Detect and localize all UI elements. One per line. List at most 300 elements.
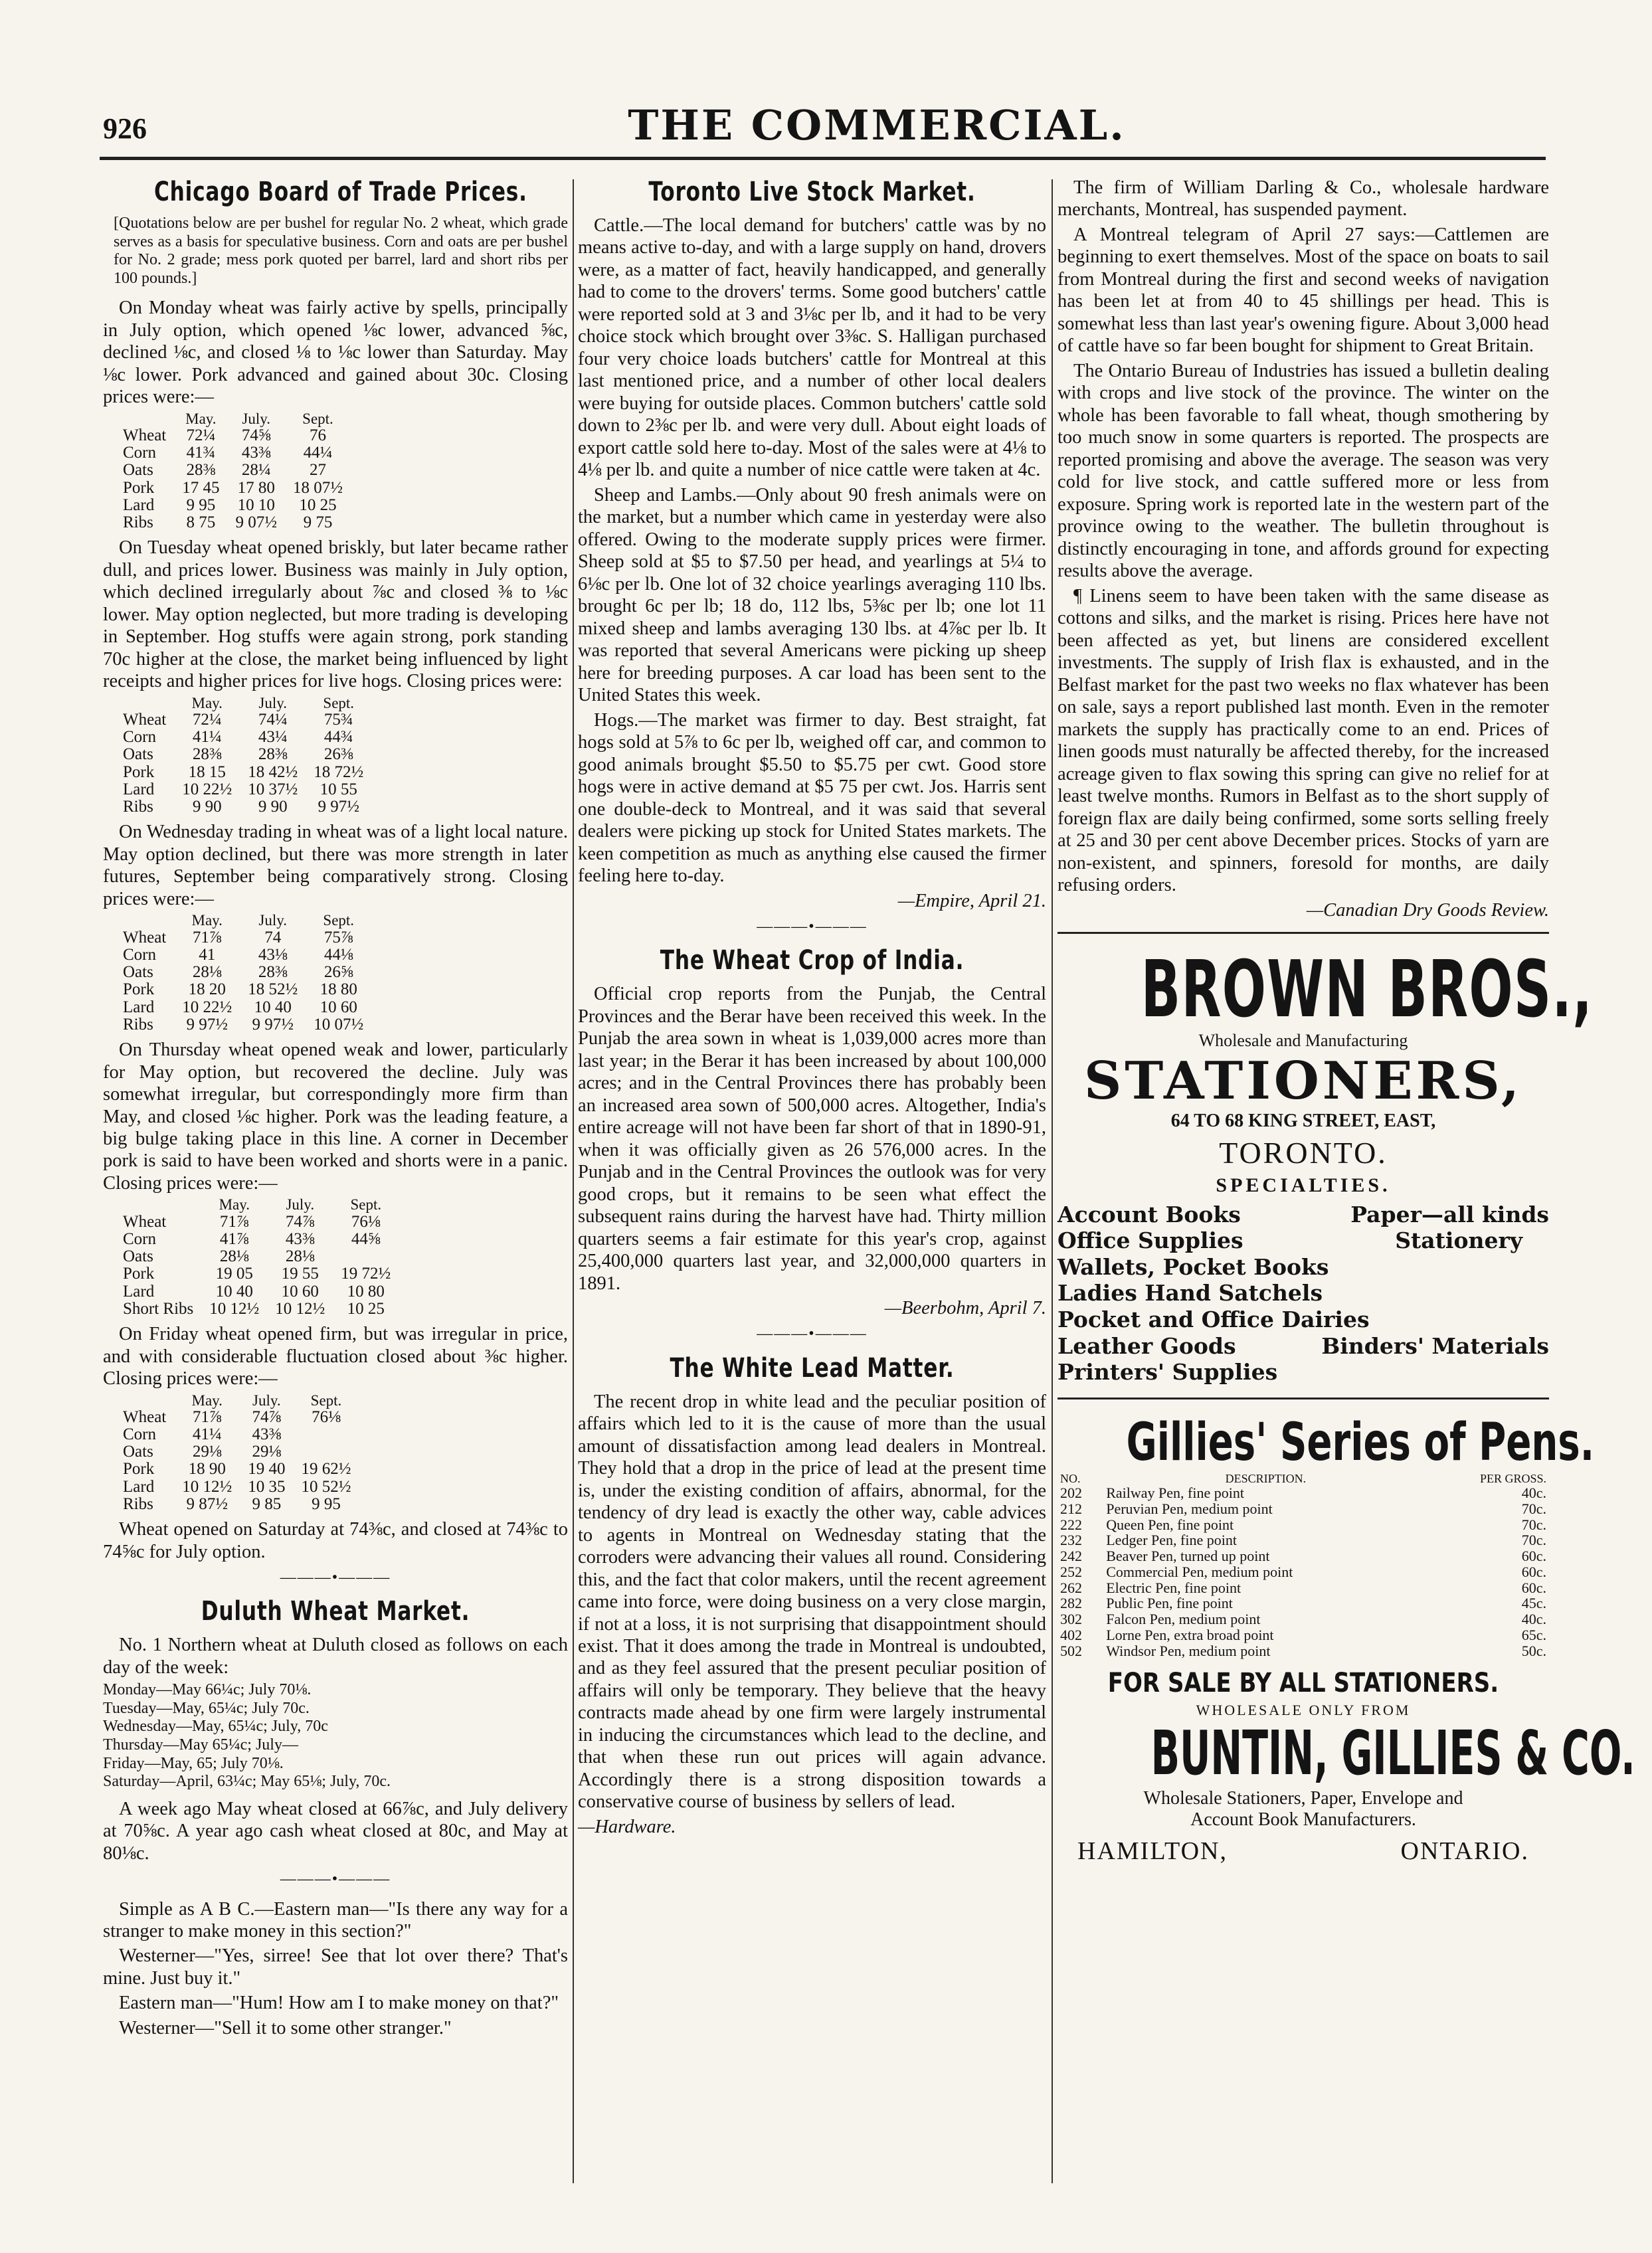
toronto-heading: Toronto Live Stock Market.: [648, 177, 976, 207]
pen-price: 70c.: [1521, 1516, 1546, 1533]
price-col-july: July.: [258, 694, 288, 711]
commodity-name: Oats: [123, 1247, 153, 1266]
price-cell: 71⅞: [219, 1212, 249, 1231]
specialty-item: Paper—all kinds: [1350, 1201, 1549, 1227]
commodity-name: Oats: [123, 461, 153, 480]
price-row: [123, 729, 371, 746]
chicago-monday: On Monday wheat was fairly active by spells, principally in July option, which opened ⅛c lower, advanced ⅝c, declined ⅛c, and closed ⅛ to ⅛c lower than Saturday. May ⅛c lower. Pork advanced and gained about 30c. Closing prices were:—: [103, 298, 568, 408]
commodity-name: Corn: [123, 444, 156, 462]
page-number: 926: [103, 112, 147, 145]
price-cell: 10 12½: [209, 1299, 260, 1318]
commodity-name: Corn: [123, 1229, 156, 1248]
price-col-july: July.: [286, 1196, 315, 1214]
pen-no: 212: [1060, 1500, 1082, 1517]
price-cell: [293, 1443, 359, 1461]
price-cell: 10 10: [237, 496, 275, 514]
price-cell: 9 97½: [318, 798, 359, 816]
pens-col-no: NO.: [1060, 1471, 1081, 1485]
price-cell: 43¼: [258, 728, 288, 747]
price-row: [123, 1016, 371, 1034]
pen-row: [1057, 1580, 1549, 1596]
duluth-days: [103, 1681, 568, 1791]
specialty-item: Pocket and Office Dairies: [1057, 1306, 1370, 1332]
commodity-name: Lard: [123, 1282, 155, 1301]
pen-no: 232: [1060, 1532, 1082, 1549]
montreal-telegram: A Montreal telegram of April 27 says:—Cattlemen are beginning to exert themselves. Most of the space on boats to sail from Montreal during the first and second weeks of navigation has been let at from 40 to 45 shillings per head. This is somewhat less than last year's owening figure. About 3,000 head of cattle have so far been bought for shipment to Great Britain.: [1057, 224, 1549, 357]
buntin-location: [1057, 1831, 1549, 1866]
commodity-name: Lard: [123, 496, 155, 514]
pen-row: [1057, 1611, 1549, 1627]
price-cell: 41⅞: [219, 1229, 249, 1248]
price-cell: 28⅛: [285, 1247, 315, 1266]
pen-description: Electric Pen, fine point: [1106, 1579, 1241, 1596]
price-row: [123, 781, 371, 798]
price-cell: 71⅞: [192, 928, 222, 946]
pen-description: Beaver Pen, turned up point: [1106, 1548, 1270, 1565]
price-cell: 9 85: [252, 1494, 282, 1513]
price-cell: 8 75: [186, 513, 216, 532]
brown-bros-sub: Wholesale and Manufacturing: [1198, 1030, 1408, 1050]
price-cell: 9 97½: [186, 1015, 228, 1034]
price-cell: 10 37½: [248, 780, 298, 798]
pen-no: 282: [1060, 1595, 1082, 1612]
column-divider-1: [573, 179, 574, 2183]
price-cell: 74⅞: [252, 1407, 282, 1426]
column-2: [578, 177, 1046, 1841]
pen-price: 60c.: [1521, 1579, 1546, 1596]
price-cell: 43⅜: [252, 1425, 282, 1443]
chicago-heading: Chicago Board of Trade Prices.: [154, 177, 527, 207]
gillies-ad: [1057, 1397, 1635, 1866]
price-row: [123, 1409, 359, 1426]
commodity-name: Pork: [123, 478, 155, 497]
commodity-name: Pork: [123, 763, 155, 781]
price-table-wednesday: [123, 913, 371, 1034]
price-cell: 10 12½: [182, 1477, 232, 1496]
buntin-name: BUNTIN, GILLIES & CO.: [1150, 1718, 1635, 1789]
lead-heading: The White Lead Matter.: [670, 1352, 955, 1384]
price-cell: [293, 1426, 359, 1443]
price-cell: 44¼: [303, 444, 333, 462]
price-table-monday: [123, 411, 351, 532]
price-cell: 18 90: [188, 1460, 226, 1479]
pen-row: [1057, 1501, 1549, 1517]
price-cell: 17 45: [182, 478, 220, 497]
price-col-sept: Sept.: [302, 410, 333, 427]
pen-no: 502: [1060, 1642, 1082, 1659]
price-cell: 18 07½: [292, 478, 343, 497]
price-cell: 10 40: [215, 1282, 253, 1301]
commodity-name: Pork: [123, 980, 155, 999]
price-cell: 29⅛: [192, 1443, 222, 1461]
price-row: [123, 1443, 359, 1461]
price-cell: 19 62½: [301, 1460, 351, 1479]
price-cell: 10 60: [320, 998, 357, 1016]
price-col-may: May.: [191, 912, 223, 929]
price-cell: 10 22½: [182, 780, 232, 798]
price-cell: 27: [309, 461, 326, 480]
price-cell: 9 07½: [235, 513, 277, 532]
price-cell: 9 97½: [252, 1015, 294, 1034]
price-cell: 41¾: [186, 444, 216, 462]
pen-no: 242: [1060, 1548, 1082, 1565]
pens-table: [1057, 1473, 1549, 1659]
brown-bros-city: TORONTO.: [1219, 1136, 1388, 1170]
price-col-blank: [123, 695, 174, 711]
duluth-day: Friday—May, 65; July 70⅛.: [103, 1754, 284, 1772]
price-row: [123, 764, 371, 781]
buntin-desc-2: Account Book Manufacturers.: [1190, 1809, 1416, 1831]
darling-notice: The firm of William Darling & Co., wholesale hardware merchants, Montreal, has suspended payment.: [1057, 177, 1549, 221]
commodity-name: Lard: [123, 780, 155, 798]
pen-description: Peruvian Pen, medium point: [1106, 1500, 1273, 1517]
buntin-province: ONTARIO.: [1400, 1837, 1529, 1865]
chicago-saturday: Wheat opened on Saturday at 74⅜c, and closed at 74⅜c to 74⅝c for July option.: [103, 1519, 568, 1562]
pen-row: [1057, 1485, 1549, 1501]
toronto-source: —Empire, April 21.: [897, 890, 1046, 911]
price-row: [123, 981, 371, 998]
price-cell: 10 60: [281, 1282, 319, 1301]
price-cell: 18 20: [188, 980, 226, 999]
commodity-name: Short Ribs: [123, 1299, 194, 1318]
price-cell: 74⅝: [241, 426, 271, 444]
chicago-wednesday: On Wednesday trading in wheat was of a light local nature. May option declined, but there was more strength in later futures, September being comparatively strong. Closing prices were:—: [103, 822, 568, 909]
commodity-name: Lard: [123, 998, 155, 1016]
pen-price: 40c.: [1521, 1485, 1546, 1502]
price-cell: 28⅜: [192, 745, 222, 764]
price-cell: 28⅛: [219, 1247, 249, 1266]
price-cell: 74: [264, 928, 282, 946]
pen-row: [1057, 1643, 1549, 1659]
joke-line: Westerner—"Yes, sirree! See that lot over there? That's mine. Just buy it.": [103, 1945, 568, 1989]
commodity-name: Wheat: [123, 1212, 167, 1231]
price-row: [123, 427, 351, 444]
pen-description: Lorne Pen, extra broad point: [1106, 1626, 1274, 1643]
specialty-item: Leather Goods: [1057, 1332, 1236, 1359]
pen-description: Windsor Pen, medium point: [1106, 1642, 1271, 1659]
price-cell: 74¼: [258, 710, 288, 729]
price-cell: 44⅛: [323, 945, 353, 964]
price-cell: 76: [309, 426, 326, 444]
pen-description: Railway Pen, fine point: [1106, 1485, 1244, 1502]
price-cell: 10 12½: [275, 1299, 325, 1318]
price-cell: 19 40: [248, 1460, 286, 1479]
price-row: [123, 1248, 399, 1265]
price-col-sept: Sept.: [323, 694, 355, 711]
separator: ———•———: [757, 918, 868, 936]
price-cell: 43⅜: [285, 1229, 315, 1248]
price-cell: 18 72½: [314, 763, 364, 781]
price-table-tuesday: [123, 695, 371, 816]
price-cell: 18 15: [188, 763, 226, 781]
brown-bros-address: 64 TO 68 KING STREET, EAST,: [1170, 1111, 1436, 1132]
toronto-hogs: Hogs.—The market was firmer to day. Best straight, fat hogs sold at 5⅞ to 6c per lb, weighed off car, and common to good animals brought $5.50 to $5.75 per cwt. Good store hogs were in active demand at $5 75 per cwt. Jos. Harris sent one double-deck to Montreal, and it was said that several dealers were picking up stock for United States markets. The keen competition as much as anything else caused the firmer feeling here to-day.: [578, 709, 1046, 887]
price-cell: 10 40: [254, 998, 292, 1016]
pen-row: [1057, 1548, 1549, 1564]
pen-description: Commercial Pen, medium point: [1106, 1563, 1293, 1580]
price-cell: 75¾: [323, 710, 353, 729]
price-col-sept: Sept.: [350, 1196, 382, 1214]
price-row: [123, 1479, 359, 1496]
price-cell: [333, 1248, 399, 1265]
price-cell: 19 55: [281, 1265, 319, 1283]
commodity-name: Ribs: [123, 1494, 153, 1513]
price-row: [123, 999, 371, 1016]
wholesale-line: WHOLESALE ONLY FROM: [1196, 1702, 1411, 1719]
price-cell: 19 72½: [341, 1265, 391, 1283]
pen-no: 262: [1060, 1579, 1082, 1596]
price-cell: 10 80: [347, 1282, 385, 1301]
pens-col-price: PER GROSS.: [1479, 1471, 1546, 1485]
pen-price: 60c.: [1521, 1563, 1546, 1580]
price-cell: 41: [199, 945, 216, 964]
price-row: [123, 462, 351, 479]
gillies-title: Gillies' Series of Pens.: [1126, 1412, 1595, 1473]
buntin-city: HAMILTON,: [1077, 1837, 1228, 1865]
linens-source: —Canadian Dry Goods Review.: [1306, 899, 1549, 921]
column-1: [103, 177, 568, 2042]
price-cell: 28⅛: [192, 963, 222, 982]
column-divider-2: [1052, 179, 1053, 2183]
india-text: Official crop reports from the Punjab, the Central Provinces and the Berar have been received this week. In the Punjab the area sown in wheat is 1,039,000 acres more than last year; in the Berar it has been increased by about 100,000 acres; and in the Central Provinces there has probably been an increased area sown of 500,000 acres. Altogether, India's entire acreage will not have been far short of that in 1890-91, when it was officially given as 26 576,000 acres. In the Punjab and in the Central Provinces the outlook was for very good crops, but it remains to be seen what effect the subsequent rains during the harvest have had. Thirty million quarters seems a fair estimate for this year's crop, against 25,400,000 quarters last year, and 32,000,000 quarters in 1891.: [578, 984, 1046, 1294]
pen-price: 60c.: [1521, 1548, 1546, 1565]
pen-row: [1057, 1564, 1549, 1580]
brown-bros-name: BROWN BROS.,: [1141, 943, 1594, 1035]
separator: ———•———: [757, 1325, 868, 1343]
joke-line: Eastern man—"Hum! How am I to make money on that?": [119, 1993, 559, 2014]
price-row: [123, 929, 371, 946]
commodity-name: Wheat: [123, 426, 167, 444]
commodity-name: Wheat: [123, 1407, 167, 1426]
chicago-thursday: On Thursday wheat opened weak and lower, particularly for May option, but recovered the decline. July was somewhat irregular, but correspondingly more firm than May, and closed ⅛c higher. Pork was the leading feature, a big bulge taking place in this line. A corner in December pork is said to have been worked and shorts were in a panic. Closing prices were:—: [103, 1039, 568, 1194]
specialty-item: Binders' Materials: [1321, 1332, 1549, 1359]
duluth-heading: Duluth Wheat Market.: [201, 1596, 470, 1627]
pens-col-description: DESCRIPTION.: [1225, 1471, 1307, 1485]
chicago-tuesday: On Tuesday wheat opened briskly, but later became rather dull, and prices lower. Business was mainly in July option, which declined irregularly about ⅞c and closed ⅜ to ⅛c lower. May option neglected, but more trading is developing in September. Hog stuffs were again strong, pork standing 70c higher at the close, the market being influenced by light receipts and higher prices for live hogs. Closing prices were:: [103, 537, 568, 692]
pen-row: [1057, 1532, 1549, 1548]
sale-line: FOR SALE BY ALL STATIONERS.: [1107, 1668, 1499, 1699]
price-cell: 72¼: [186, 426, 216, 444]
price-cell: 74⅞: [285, 1212, 315, 1231]
price-col-sept: Sept.: [310, 1392, 342, 1409]
joke-line: Westerner—"Sell it to some other stranger.": [119, 2017, 452, 2038]
duluth-day: Tuesday—May, 65¼c; July 70c.: [103, 1699, 310, 1717]
duluth-day: Monday—May 66¼c; July 70⅛.: [103, 1681, 312, 1699]
price-row: [123, 1214, 399, 1231]
price-table-friday: [123, 1393, 359, 1514]
price-cell: 10 25: [299, 496, 337, 514]
pen-price: 45c.: [1521, 1595, 1546, 1612]
price-cell: 28¼: [241, 461, 271, 480]
ontario-bulletin: The Ontario Bureau of Industries has issued a bulletin dealing with crops and live stock of the province. The winter on the whole has been favorable to fall wheat, though smothering by too much snow in some quarters is reported. The prospects are reported promising and above the average. The season was very cold for live stock, and cattle suffered more or less from exposure. Spring work is reported late in the western part of the province owing to the weather. The bulletin throughout is distinctly encouraging in tone, and affords ground for expecting results above the average.: [1057, 360, 1549, 582]
price-row: [123, 1231, 399, 1248]
price-cell: 26⅜: [323, 745, 353, 764]
price-cell: 9 95: [312, 1494, 341, 1513]
price-cell: 76⅛: [312, 1407, 341, 1426]
price-row: [123, 480, 351, 497]
commodity-name: Oats: [123, 1443, 153, 1461]
pen-no: 252: [1060, 1563, 1082, 1580]
price-cell: 44⅝: [351, 1229, 381, 1248]
price-cell: 28⅜: [186, 461, 216, 480]
price-row: [123, 798, 371, 816]
price-cell: 29⅛: [252, 1443, 282, 1461]
commodity-name: Pork: [123, 1265, 155, 1283]
toronto-sheep: Sheep and Lambs.—Only about 90 fresh animals were on the market, but a number which came in yesterday were also offered. Owing to the moderate supply prices were firmer. Sheep sold at $5 to $7.50 per head, and yearlings at 5¼ to 6⅛c per lb. One lot of 32 choice yearlings averaging 110 lbs. brought 6c per lb; 18 do, 112 lbs, 5⅜c per lb; one lot 11 mixed sheep and lambs averaging 130 lbs. at 4⅞c per lb. It was reported that several Americans were picking up sheep here for breeding purposes. A car load has been sent to the United States this week.: [578, 484, 1046, 706]
price-col-may: May.: [219, 1196, 250, 1214]
price-row: [123, 444, 351, 462]
specialty-item: Ladies Hand Satchels: [1057, 1280, 1323, 1307]
pen-price: 70c.: [1521, 1532, 1546, 1549]
price-cell: 10 22½: [182, 998, 232, 1016]
pen-row: [1057, 1517, 1549, 1533]
lead-source: —Hardware.: [578, 1816, 676, 1837]
price-cell: 9 87½: [186, 1494, 228, 1513]
pen-price: 50c.: [1521, 1642, 1546, 1659]
price-col-may: May.: [191, 1392, 223, 1409]
pen-row: [1057, 1627, 1549, 1643]
commodity-name: Pork: [123, 1460, 155, 1479]
price-row: [123, 514, 351, 531]
price-col-blank: [123, 1197, 201, 1213]
price-cell: 43⅛: [258, 945, 288, 964]
price-cell: 26⅝: [323, 963, 353, 982]
pen-description: Public Pen, fine point: [1106, 1595, 1233, 1612]
linens-article: ¶ Linens seem to have been taken with the same disease as cottons and silks, and the market is rising. Prices here have not been affected as yet, but linens are considered excellent investments. The supply of Irish flax is exhausted, and in the Belfast market for the past two weeks no flax whatever has been on sale, says a report published last month. Even in the remoter markets the supply has practically come to an end. Prices of linen goods must naturally be affected thereby, for the increased acreage given to flax sowing this spring can give no relief for at least twelve months. Rumors in Belfast as to the short supply of foreign flax are daily being confirmed, some sorts selling freely at 25 and 30 per cent above December prices. Stocks of yarn are non-existent, and spinners, foresold for months, are daily refusing orders.: [1057, 585, 1549, 896]
specialty-item: Office Supplies: [1057, 1227, 1243, 1254]
price-cell: 19 05: [215, 1265, 253, 1283]
price-cell: 41¼: [192, 1425, 222, 1443]
price-cell: 10 35: [248, 1477, 286, 1496]
chicago-friday: On Friday wheat opened firm, but was irregular in price, and with considerable fluctuation closed about ⅜c higher. Closing prices were:—: [103, 1324, 568, 1390]
specialty-item: Account Books: [1057, 1201, 1241, 1227]
commodity-name: Ribs: [123, 513, 153, 532]
price-col-blank: [123, 913, 174, 929]
top-rule: [100, 157, 1546, 160]
pen-price: 65c.: [1521, 1626, 1546, 1643]
price-cell: 10 55: [320, 780, 357, 798]
pen-description: Queen Pen, fine point: [1106, 1516, 1234, 1533]
price-cell: 9 90: [192, 798, 222, 816]
separator: ———•———: [280, 1870, 391, 1888]
commodity-name: Oats: [123, 745, 153, 764]
pen-no: 202: [1060, 1485, 1082, 1502]
price-row: [123, 746, 371, 763]
commodity-name: Ribs: [123, 1015, 153, 1034]
price-cell: 28⅜: [258, 963, 288, 982]
price-row: [123, 497, 351, 514]
duluth-day: Wednesday—May, 65¼c; July, 70c: [103, 1718, 328, 1736]
toronto-cattle: Cattle.—The local demand for butchers' cattle was by no means active to-day, and with a large supply on hand, drovers were, as a matter of fact, heavily handicapped, and generally had to come to the drovers' terms. Some good butchers' cattle were reported sold at 3 and 3⅛c per lb, and it had to be very choice stock which brought over 3⅜c. S. Halligan purchased four very choice loads butchers' cattle for Montreal at this last mentioned price, and a number of other local dealers were buying for outside places. Common butchers' cattle sold down to 2⅜c per lb. and were very dull. About eight loads of export cattle sold here to-day. Most of the sales were at 4⅛ to 4⅛ per lb. and quite a number of nice cattle were taken at 4c.: [578, 215, 1046, 481]
price-cell: 10 25: [347, 1299, 385, 1318]
column-3: [1057, 177, 1635, 1866]
price-cell: 71⅞: [192, 1407, 222, 1426]
price-row: [123, 1301, 399, 1318]
pen-no: 222: [1060, 1516, 1082, 1533]
lead-text: The recent drop in white lead and the peculiar position of affairs which led to it is the cause of more than the usual amount of dissatisfaction among lead dealers in Montreal. They hold that a drop in the price of lead at the present time is, under the existing condition of affairs, abnormal, for the tendency of dry lead is exactly the other way, cable advices to agents in Montreal on Wednesday stating that the corroders were advancing their values all round. Considering this, and the fact that color makers, until the recent agreement came into force, were doing business on a very close margin, if not at a loss, it is not surprising that disappointment should exist. That it does among the trade in Montreal is undoubted, and as they feel assured that the present peculiar position of affairs will only be temporary. They believe that the heavy contracts made ahead by one firm were largely instrumental in inducing the circumstances which lead to the decline, and that when these run out prices will again advance. Accordingly there is a strong disposition towards a conservative course of business by sellers of lead.: [578, 1391, 1046, 1813]
price-row: [123, 1426, 359, 1443]
price-cell: 18 52½: [248, 980, 298, 999]
price-cell: 10 52½: [301, 1477, 351, 1496]
duluth-closing: A week ago May wheat closed at 66⅞c, and July delivery at 70⅝c. A year ago cash wheat closed at 80c, and May at 80⅛c.: [103, 1798, 568, 1864]
duluth-day: Thursday—May 65¼c; July—: [103, 1736, 298, 1754]
price-table-thursday: [123, 1197, 399, 1318]
commodity-name: Lard: [123, 1477, 155, 1496]
commodity-name: Oats: [123, 963, 153, 982]
price-col-sept: Sept.: [323, 912, 355, 929]
pen-row: [1057, 1595, 1549, 1611]
price-row: [123, 1283, 399, 1301]
commodity-name: Corn: [123, 728, 156, 747]
price-cell: 75⅞: [323, 928, 353, 946]
price-col-blank: [123, 411, 174, 427]
commodity-name: Wheat: [123, 928, 167, 946]
separator: ———•———: [280, 1569, 391, 1587]
price-row: [123, 964, 371, 981]
price-row: [123, 1461, 359, 1478]
duluth-day: Saturday—April, 63¼c; May 65⅛; July, 70c.: [103, 1773, 391, 1791]
pen-description: Falcon Pen, medium point: [1106, 1611, 1261, 1628]
price-cell: 44¾: [323, 728, 353, 747]
commodity-name: Corn: [123, 1425, 156, 1443]
pen-price: 40c.: [1521, 1611, 1546, 1628]
price-cell: 9 95: [186, 496, 216, 514]
specialty-item: Wallets, Pocket Books: [1057, 1253, 1329, 1280]
price-cell: 9 75: [303, 513, 333, 532]
pen-description: Ledger Pen, fine point: [1106, 1532, 1237, 1549]
price-cell: 10 07½: [314, 1015, 364, 1034]
specialty-item: Stationery: [1395, 1227, 1522, 1254]
price-row: [123, 1496, 359, 1513]
joke-line: Simple as A B C.—Eastern man—"Is there any way for a stranger to make money in this section?": [103, 1898, 568, 1941]
specialties-list: [1057, 1202, 1549, 1386]
pen-price: 70c.: [1521, 1500, 1546, 1517]
price-cell: 72¼: [192, 710, 222, 729]
brown-bros-specialties: SPECIALTIES.: [1216, 1174, 1391, 1197]
price-row: [123, 711, 371, 729]
brown-bros-stationers: STATIONERS,: [1083, 1050, 1523, 1111]
india-source: —Beerbohm, April 7.: [884, 1297, 1046, 1318]
india-heading: The Wheat Crop of India.: [660, 945, 964, 976]
pen-no: 402: [1060, 1626, 1082, 1643]
price-col-july: July.: [252, 1392, 281, 1409]
price-row: [123, 1265, 399, 1283]
commodity-name: Ribs: [123, 798, 153, 816]
duluth-intro: No. 1 Northern wheat at Duluth closed as follows on each day of the week:: [103, 1635, 568, 1678]
price-col-may: May.: [191, 694, 223, 711]
buntin-desc-1: Wholesale Stationers, Paper, Envelope and: [1143, 1788, 1463, 1809]
masthead: THE COMMERCIAL.: [628, 101, 1126, 149]
commodity-name: Corn: [123, 945, 156, 964]
brown-bros-ad: [1057, 932, 1594, 1386]
price-cell: 41¼: [192, 728, 222, 747]
price-col-may: May.: [185, 410, 217, 427]
chicago-note: [Quotations below are per bushel for regular No. 2 wheat, which grade serves as a basis for speculative business. Corn and oats are per bushel for No. 2 grade; mess pork quoted per barrel, lard and short ribs per 100 pounds.]: [114, 215, 568, 287]
price-cell: 76⅛: [351, 1212, 381, 1231]
price-col-july: July.: [258, 912, 288, 929]
price-row: [123, 946, 371, 964]
commodity-name: Wheat: [123, 710, 167, 729]
price-cell: 9 90: [258, 798, 288, 816]
price-col-july: July.: [242, 410, 271, 427]
specialty-item: Printers' Supplies: [1057, 1359, 1278, 1386]
price-cell: 18 80: [320, 980, 357, 999]
price-cell: 17 80: [237, 478, 275, 497]
price-col-blank: [123, 1393, 174, 1409]
pen-no: 302: [1060, 1611, 1082, 1628]
price-cell: 28⅜: [258, 745, 288, 764]
price-cell: 43⅜: [241, 444, 271, 462]
